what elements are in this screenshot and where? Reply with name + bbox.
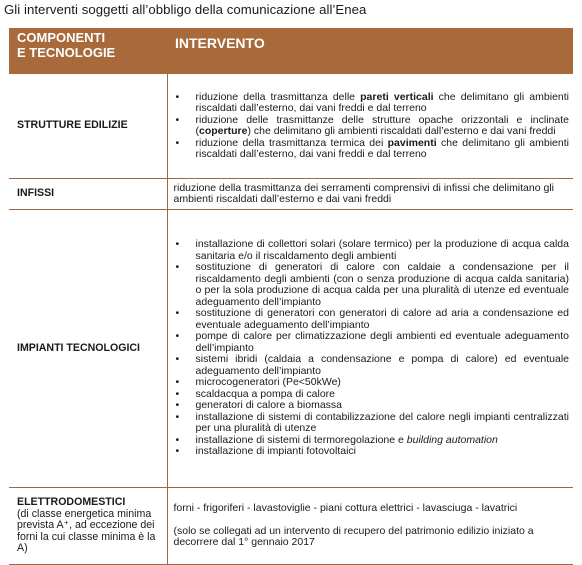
list-item: • sostituzione di generatori di calore con caldaie a condensazione per il riscaldamento degli ambienti (con o senza produzione di acqua calda sanitaria) o per la sola produzione di acqua calda per una pluralità di utenze ed eventuale adeguamento dell’impianto bbox=[174, 262, 570, 308]
bullet-list bbox=[174, 92, 570, 161]
table-row bbox=[9, 488, 573, 565]
row-content-elettrodomestici bbox=[167, 488, 573, 565]
row-label-impianti: IMPIANTI TECNOLOGICI bbox=[9, 210, 167, 488]
list-item: • sistemi ibridi (caldaia a condensazione e pompa di calore) ed eventuale adeguamento dell’impianto bbox=[174, 354, 570, 377]
header-components bbox=[9, 28, 167, 74]
list-item: • installazione di impianti fotovoltaici bbox=[174, 446, 570, 458]
list-item: • riduzione delle trasmittanze delle strutture opache orizzontali e inclinate (coperture) che delimitano gli ambienti riscaldati dall’esterno e dai vani freddi bbox=[174, 115, 570, 138]
row-label-elettrodomestici bbox=[9, 488, 167, 565]
row-label-infissi: INFISSI bbox=[9, 179, 167, 210]
table-row bbox=[9, 179, 573, 210]
table-header-row bbox=[9, 28, 573, 74]
header-components-line2: E TECNOLOGIE bbox=[17, 45, 116, 60]
interventions-table bbox=[9, 28, 573, 565]
row-content-impianti bbox=[167, 210, 573, 488]
bullet-list bbox=[174, 239, 570, 458]
italic-term: building automation bbox=[406, 433, 498, 446]
list-item: • installazione di collettori solari (solare termico) per la produzione di acqua calda sanitaria e/o il riscaldamento degli ambienti bbox=[174, 239, 570, 262]
list-item: • sostituzione di generatori con generatori di calore ad aria a condensazione ed eventuale adeguamento dell’impianto bbox=[174, 308, 570, 331]
list-item: • riduzione della trasmittanza termica dei pavimenti che delimitano gli ambienti riscaldati dall’esterno, dai vani freddi e dal terreno bbox=[174, 138, 570, 161]
table-row bbox=[9, 74, 573, 179]
appliances-list: forni - frigoriferi - lavastoviglie - piani cottura elettrici - lavasciuga - lavatrici bbox=[173, 502, 518, 515]
header-components-line1: COMPONENTI bbox=[17, 30, 106, 45]
elettro-title: ELETTRODOMESTICI bbox=[17, 496, 126, 509]
table-row bbox=[9, 210, 573, 488]
appliances-note: (solo se collegati ad un intervento di recupero del patrimonio edilizio iniziato a decorrere dal 1° gennaio 2017 bbox=[173, 524, 534, 549]
row-label-strutture: STRUTTURE EDILIZIE bbox=[9, 74, 167, 179]
row-content-infissi: riduzione della trasmittanza dei serramenti comprensivi di infissi che delimitano gli ambienti riscaldati dall’esterno e dai vani freddi bbox=[167, 179, 573, 210]
list-item: • generatori di calore a biomassa bbox=[174, 400, 570, 412]
row-content-strutture bbox=[167, 74, 573, 179]
list-item: • riduzione della trasmittanza delle pareti verticali che delimitano gli ambienti riscaldati dall’esterno, dai vani freddi e dal terreno bbox=[174, 92, 570, 115]
header-intervention: INTERVENTO bbox=[167, 28, 573, 74]
list-item: • installazione di sistemi di termoregolazione e building automation bbox=[174, 435, 570, 447]
list-item: • pompe di calore per climatizzazione degli ambienti ed eventuale adeguamento dell’impianto bbox=[174, 331, 570, 354]
list-item: • scaldacqua a pompa di calore bbox=[174, 389, 570, 401]
list-item: • installazione di sistemi di contabilizzazione del calore negli impianti centralizzati per una pluralità di utenze bbox=[174, 412, 570, 435]
page-title: Gli interventi soggetti all’obbligo della comunicazione all’Enea bbox=[4, 2, 367, 17]
list-item: • microcogeneratori (Pe<50kWe) bbox=[174, 377, 570, 389]
elettro-subtitle: (di classe energetica minima prevista A⁺, ad eccezione dei forni la cui classe minima è la A) bbox=[17, 507, 156, 555]
